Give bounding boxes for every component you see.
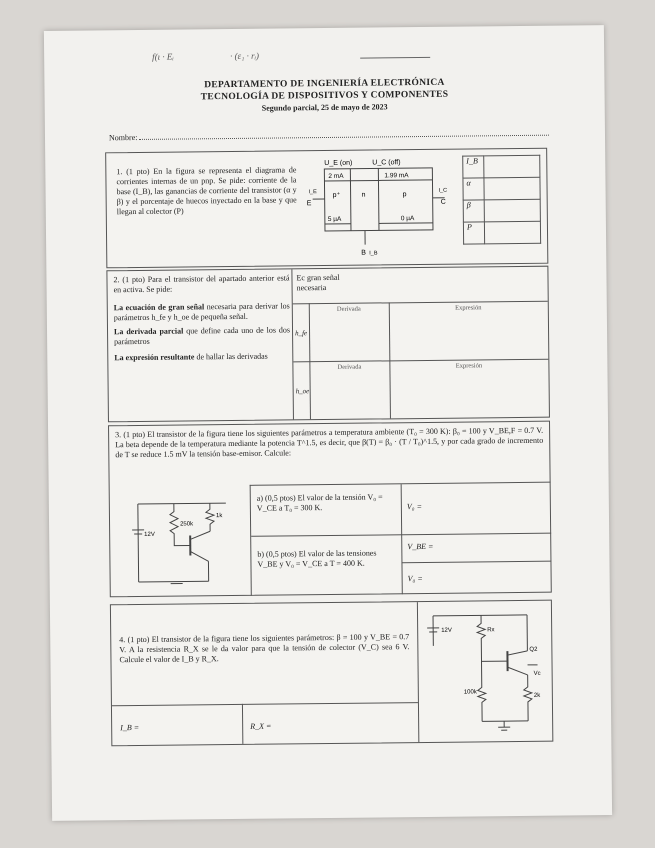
q2-left-column bbox=[113, 273, 290, 363]
q3-r1-label: 250k bbox=[180, 521, 194, 528]
answer-label-ib: I_B bbox=[463, 156, 484, 178]
q2-item-2-rest: que define cada uno de los dos parámetros bbox=[114, 325, 291, 347]
ue-on-label: U_E (on) bbox=[324, 159, 353, 168]
arrow-line-4 bbox=[379, 223, 433, 224]
q4-r1-label: 100k bbox=[463, 689, 477, 696]
q4-circuit bbox=[423, 605, 548, 738]
pnp-current-diagram bbox=[302, 154, 453, 260]
arrow-line-1 bbox=[324, 180, 378, 181]
exam-sheet bbox=[44, 25, 612, 821]
q2-intro: 2. (1 pto) Para el transistor del apartado anterior está en activa. Se pide: bbox=[113, 273, 290, 295]
region-n: n bbox=[361, 191, 366, 199]
answer-label-alpha: α bbox=[463, 178, 484, 200]
q2-answer-area bbox=[291, 267, 549, 420]
row-hfe: h_fe bbox=[295, 329, 308, 338]
q1-answer-table bbox=[462, 155, 541, 245]
current-5ua: 5 µA bbox=[327, 215, 342, 223]
q1-text: 1. (1 pto) En la figura se representa el diagrama de corrientes internas de un pnp. Se pide: corriente de la base (I_B), las ganancias de corriente del transistor (α y β) y el porcentaje de huecos inyectado en la base y que llegan al colector (P) bbox=[116, 165, 297, 217]
q3-vbe-field[interactable]: V_BE = bbox=[407, 541, 434, 552]
arrow-line-2 bbox=[378, 180, 432, 181]
row-hoe: h_oe bbox=[295, 387, 310, 396]
ib-label: I_B bbox=[369, 250, 378, 257]
answer-label-beta: β bbox=[463, 200, 484, 222]
region-p-plus: p⁺ bbox=[332, 191, 341, 199]
name-line bbox=[109, 129, 550, 143]
current-0ua: 0 µA bbox=[400, 215, 415, 223]
q2-item-3 bbox=[114, 351, 290, 363]
q2-item-1 bbox=[114, 301, 290, 323]
q3-v0-field[interactable]: V₀ = bbox=[406, 502, 423, 512]
col-expresion-2: Expresión bbox=[455, 362, 483, 370]
q4-text: 4. (1 pto) El transistor de la figura tiene los siguientes parámetros: β = 100 y V_BE = 0.7 V. A la resistencia R_X se le da valor para que la tensión de colector (V_C) sea 6 V. Calcule el valor de I_B y R_X. bbox=[119, 632, 410, 665]
name-label: Nombre: bbox=[108, 132, 138, 143]
q3-part-b: b) (0,5 ptos) El valor de las tensiones V_BE y V₀ = V_CE a T = 400 K. bbox=[257, 548, 377, 569]
ie-label: I_E bbox=[308, 189, 317, 196]
question-1 bbox=[105, 148, 548, 269]
question-4 bbox=[110, 600, 553, 747]
answer-label-p: P bbox=[463, 222, 484, 244]
q4-vsource-label: 12V bbox=[441, 627, 452, 634]
q3-r2-label: 1k bbox=[215, 513, 223, 520]
current-199ma: 1.99 mA bbox=[384, 172, 409, 180]
q2-item-1-bold: La ecuación de gran señal bbox=[113, 302, 205, 313]
question-2 bbox=[106, 266, 550, 423]
q3-vsource-label: 12V bbox=[144, 531, 155, 538]
answer-cell-beta[interactable] bbox=[484, 199, 540, 222]
q2-item-3-bold: La expresión resultante bbox=[114, 352, 195, 363]
q4-r2-label: 2k bbox=[533, 692, 541, 699]
col-expresion-1: Expresión bbox=[455, 304, 482, 312]
department-title: DEPARTAMENTO DE INGENIERÍA ELECTRÓNICA bbox=[204, 77, 445, 91]
q3-text: 3. (1 pto) El transistor de la figura tiene los siguientes parámetros a temperatura ambiente (T₀ = 300 K): β₀ = 100 y V_BE,F = 0.7 V. La beta depende de la temperatura mediante la potencia T^1.5, es decir, que β(T) = β₀ · (T / T₀)^1.5, y por cada grado de incremento de T se reduce 1.5 mV la tensión base-emisor. Calcule: bbox=[115, 425, 544, 460]
q4-q-label: Q2 bbox=[529, 646, 538, 653]
q2-item-3-rest: de hallar las derivadas bbox=[194, 351, 268, 362]
q2-item-2-bold: La derivada parcial bbox=[113, 326, 184, 337]
q2-item-1-rest: necesaria para derivar los parámetros h_fe y h_oe de pequeña señal. bbox=[113, 301, 290, 323]
q3-answer-grid bbox=[250, 482, 552, 596]
pen-stroke bbox=[360, 57, 430, 59]
current-2ma: 2 mA bbox=[328, 172, 344, 180]
junction-1 bbox=[350, 169, 351, 231]
emitter-label: E bbox=[306, 200, 312, 208]
region-p: p bbox=[402, 191, 407, 199]
collector-label: C bbox=[440, 198, 446, 206]
scribble-1: f(ι · Eᵢ bbox=[152, 51, 174, 62]
question-3 bbox=[108, 421, 552, 598]
scribble-2: · (ε₁ · rᵢ) bbox=[230, 50, 260, 62]
junction-2 bbox=[378, 168, 379, 230]
q4-rx-field[interactable]: R_X = bbox=[250, 721, 272, 731]
base-label: B bbox=[361, 249, 366, 257]
q4-ib-field[interactable]: I_B = bbox=[120, 722, 140, 733]
answer-cell-ib[interactable] bbox=[484, 155, 540, 178]
q2-ec-label: Ec gran señal necesaria bbox=[296, 272, 340, 293]
q3-circuit bbox=[130, 495, 241, 592]
uc-off-label: U_C (off) bbox=[372, 159, 401, 167]
q4-vc-label: Vc bbox=[533, 670, 541, 677]
q4-rx-label: Rx bbox=[487, 627, 495, 634]
answer-cell-alpha[interactable] bbox=[484, 177, 540, 200]
name-field[interactable] bbox=[139, 135, 549, 140]
ic-label: I_C bbox=[438, 187, 448, 194]
course-title: TECNOLOGÍA DE DISPOSITIVOS Y COMPONENTES bbox=[200, 89, 449, 103]
col-derivada-1: Derivada bbox=[336, 305, 361, 313]
q3-v0b-field[interactable]: V₀ = bbox=[407, 574, 423, 584]
q2-item-2 bbox=[114, 325, 290, 347]
exam-date: Segundo parcial, 25 de mayo de 2023 bbox=[261, 102, 388, 113]
answer-cell-p[interactable] bbox=[484, 221, 540, 244]
col-derivada-2: Derivada bbox=[337, 363, 362, 371]
exam-header bbox=[44, 75, 604, 117]
q3-part-a: a) (0,5 ptos) El valor de la tensión V₀ = V_CE a T₀ = 300 K. bbox=[256, 492, 383, 513]
